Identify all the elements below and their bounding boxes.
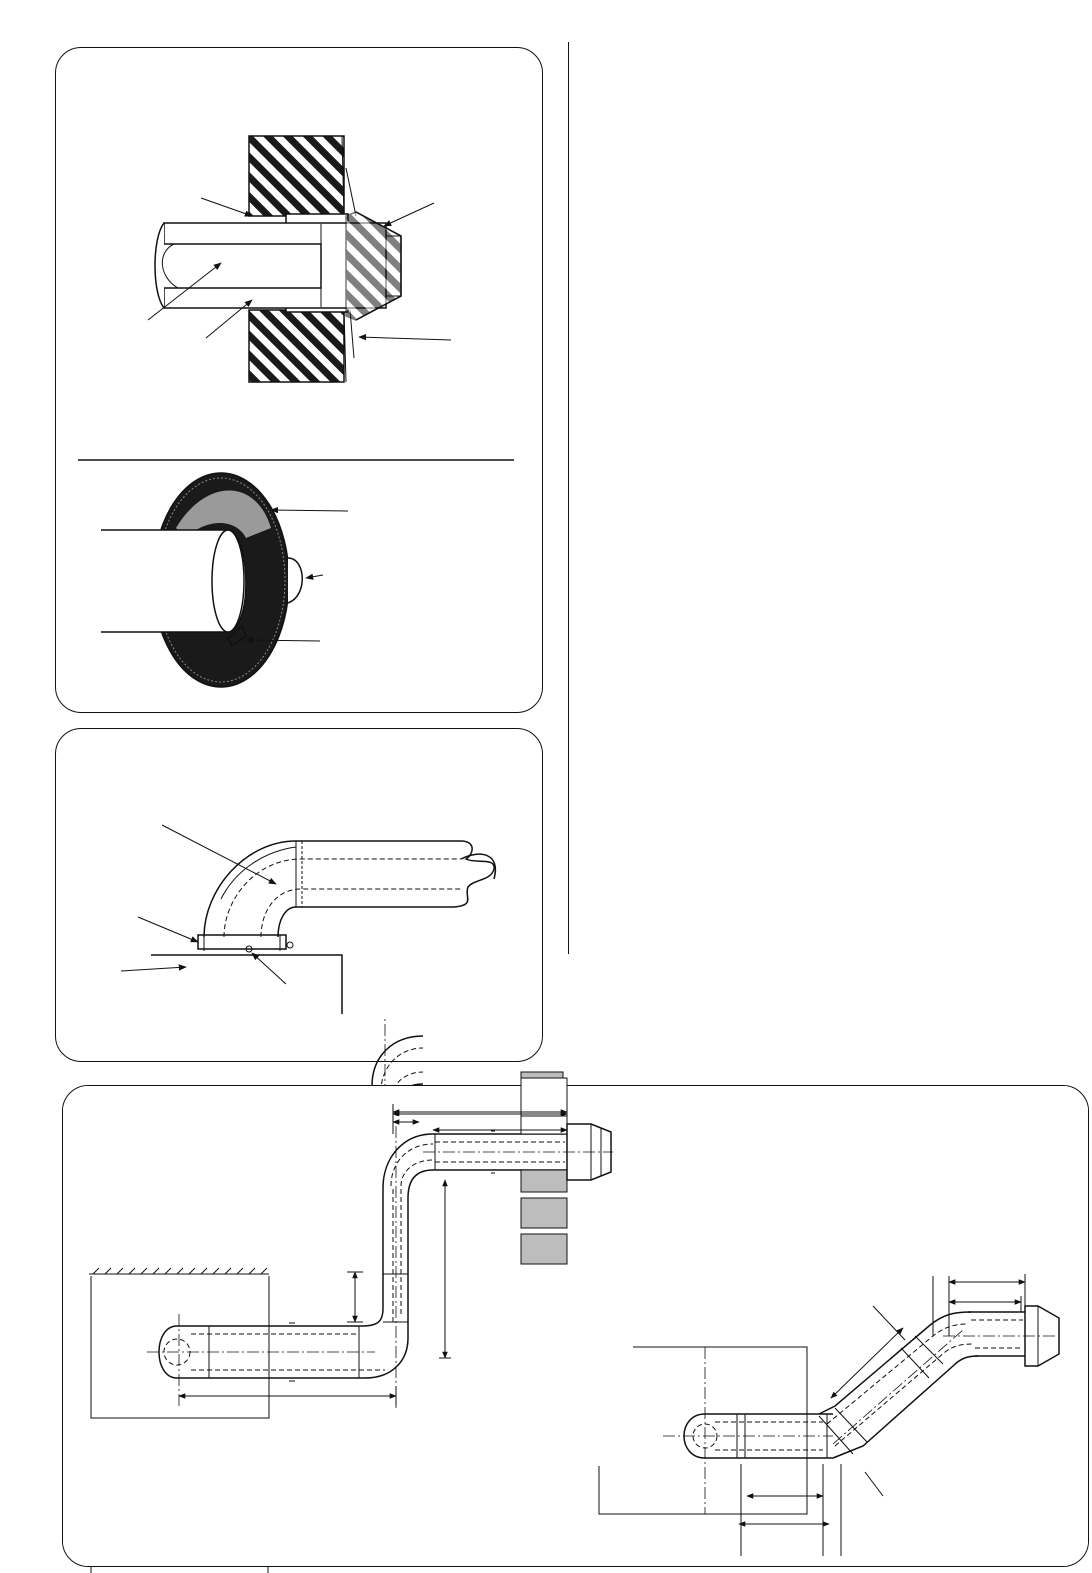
leader-trim-ring <box>271 510 348 511</box>
leader-terminal <box>384 203 434 226</box>
leader-flange <box>138 917 198 942</box>
siding-edge-lower <box>344 310 354 382</box>
wall-lower-section <box>249 310 344 382</box>
terminal-cap <box>346 212 401 320</box>
leader-elbow <box>162 825 276 884</box>
mounting-surface <box>151 955 342 1014</box>
elbow-outer <box>204 841 461 937</box>
figure-panel-vent-routing <box>62 1085 1089 1567</box>
leader-ring-clip <box>306 575 323 578</box>
leader-sleeve-top <box>201 198 252 216</box>
leader-surface <box>121 967 186 971</box>
wall-sleeve-drawing <box>56 48 542 712</box>
inner-liner <box>164 244 321 288</box>
ring-clip <box>288 558 302 603</box>
wall-upper-section <box>249 136 344 216</box>
column-rule <box>568 42 569 954</box>
leader-sealant <box>359 337 451 340</box>
figure-panel-wall-sleeve <box>55 47 543 713</box>
figure-panel-elbow-adapter <box>55 728 543 1062</box>
flange-screw <box>287 942 293 948</box>
leader-hole <box>252 953 286 984</box>
elbow-adapter-drawing <box>56 729 542 1061</box>
routing-left-layout-final <box>63 1086 1088 1566</box>
adapter-flange <box>198 935 286 949</box>
elbow-inner <box>278 907 454 937</box>
